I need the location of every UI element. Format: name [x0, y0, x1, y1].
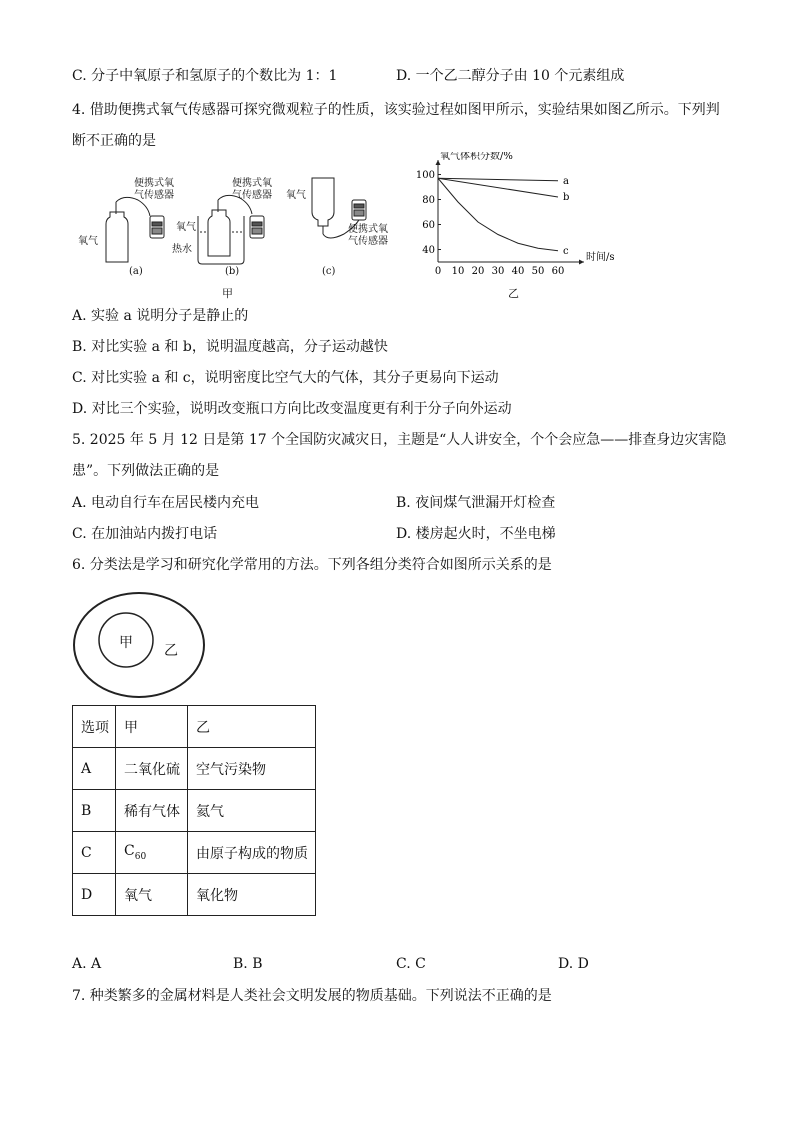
- x-tick-label: 0: [434, 266, 442, 277]
- sensor-b: [250, 216, 264, 238]
- series-line-b: [438, 178, 558, 197]
- figure-yi: [414, 152, 634, 302]
- series-label-c: c: [563, 245, 569, 257]
- venn-outer-label: 乙: [164, 643, 178, 659]
- q6-options-table: [72, 705, 316, 916]
- table-cell: 二氧化硫: [116, 748, 188, 790]
- hot-water-label: 热水: [172, 244, 192, 255]
- sensor-label-a: 便携式氧 气传感器: [134, 178, 174, 201]
- bottle-a: [106, 197, 150, 262]
- q5-option-d: D. 楼房起火时，不坐电梯: [396, 526, 556, 542]
- header-cell: 乙: [188, 706, 316, 748]
- q4-option-a: A. 实验 a 说明分子是静止的: [72, 308, 249, 324]
- q5-stem-line1: 5. 2025 年 5 月 12 日是第 17 个全国防灾减灾日，主题是“人人讲安全，个个会应急——排查身边灾害隐: [72, 432, 727, 448]
- table-cell: C: [73, 832, 116, 874]
- table-cell: 由原子构成的物质: [188, 832, 316, 874]
- q4-stem-line1: 4. 借助便携式氧气传感器可探究微观粒子的性质，该实验过程如图甲所示，实验结果如图乙所示。下列判: [72, 102, 720, 118]
- y-axis-label: 氧气体积分数/%: [440, 152, 513, 162]
- series-line-c: [438, 178, 558, 251]
- q6-answer-b: B. B: [233, 956, 263, 972]
- table-cell: 稀有气体: [116, 790, 188, 832]
- y-tick-label: 100: [415, 170, 435, 181]
- q4-option-c: C. 对比实验 a 和 c，说明密度比空气大的气体，其分子更易向下运动: [72, 370, 499, 386]
- sensor-label-c: 便携式氧 气传感器: [348, 224, 388, 247]
- figure-jia-title: 甲: [222, 287, 233, 300]
- q5-option-a: A. 电动自行车在居民楼内充电: [72, 495, 260, 511]
- series-label-b: b: [563, 192, 570, 203]
- q4-stem-line2: 断不正确的是: [72, 133, 156, 149]
- sensor-c: [352, 200, 366, 220]
- table-cell: 氦气: [188, 790, 316, 832]
- x-tick-label: 20: [471, 266, 485, 277]
- table-row: [73, 874, 316, 916]
- oxygen-label-a: 氧气: [78, 236, 98, 247]
- series-label-a: a: [563, 175, 569, 187]
- x-axis-arrow: [579, 260, 584, 265]
- table-cell: B: [73, 790, 116, 832]
- table-row: [73, 832, 316, 874]
- beaker-b: [198, 195, 252, 264]
- q4-option-b: B. 对比实验 a 和 b，说明温度越高，分子运动越快: [72, 339, 388, 355]
- table-header-row: [73, 706, 316, 748]
- series-line-a: [438, 178, 558, 181]
- table-row: [73, 790, 316, 832]
- sensor-a: [150, 216, 164, 238]
- oxygen-chart: [414, 152, 634, 277]
- oxygen-label-c: 氧气: [286, 190, 306, 201]
- header-cell: 甲: [116, 706, 188, 748]
- q7-stem: 7. 种类繁多的金属材料是人类社会文明发展的物质基础。下列说法不正确的是: [72, 988, 552, 1004]
- table-cell: A: [73, 748, 116, 790]
- q6-answer-c: C. C: [396, 956, 426, 972]
- q3-option-c: C. 分子中氧原子和氢原子的个数比为 1：1: [72, 68, 338, 84]
- venn-inner-label: 甲: [119, 635, 133, 651]
- table-cell: 氧气: [116, 874, 188, 916]
- venn-diagram: [72, 590, 208, 702]
- caption-c: (c): [322, 266, 336, 277]
- q5-stem-line2: 患”。下列做法正确的是: [72, 463, 220, 479]
- figure-yi-title: 乙: [508, 287, 519, 300]
- table-row: [73, 748, 316, 790]
- sensor-label-b: 便携式氧 气传感器: [232, 178, 272, 201]
- y-tick-label: 80: [422, 195, 435, 206]
- q6-answer-d: D. D: [558, 956, 589, 972]
- q6-answer-a: A. A: [72, 956, 102, 972]
- x-tick-label: 50: [531, 266, 545, 277]
- q5-option-b: B. 夜间煤气泄漏开灯检查: [396, 495, 556, 511]
- caption-a: (a): [129, 266, 143, 277]
- q4-option-d: D. 对比三个实验，说明改变瓶口方向比改变温度更有利于分子向外运动: [72, 401, 512, 417]
- header-cell: 选项: [73, 706, 116, 748]
- oxygen-label-b: 氧气: [176, 222, 196, 233]
- caption-b: (b): [225, 266, 240, 277]
- x-tick-label: 10: [451, 266, 465, 277]
- q6-stem: 6. 分类法是学习和研究化学常用的方法。下列各组分类符合如图所示关系的是: [72, 557, 552, 573]
- q5-option-c: C. 在加油站内拨打电话: [72, 526, 218, 542]
- x-axis-label: 时间/s: [586, 252, 615, 263]
- table-cell: 氧化物: [188, 874, 316, 916]
- table-cell-c60: $C_{60}$: [116, 832, 188, 874]
- y-tick-label: 40: [422, 245, 435, 256]
- figure-jia: [72, 172, 412, 302]
- table-cell: 空气污染物: [188, 748, 316, 790]
- y-tick-label: 60: [422, 220, 435, 231]
- outer-circle: [74, 593, 204, 697]
- table-cell: D: [73, 874, 116, 916]
- x-tick-label: 30: [491, 266, 505, 277]
- x-tick-label: 40: [511, 266, 525, 277]
- x-tick-label: 60: [551, 266, 565, 277]
- q3-option-d: D. 一个乙二醇分子由 10 个元素组成: [396, 68, 625, 84]
